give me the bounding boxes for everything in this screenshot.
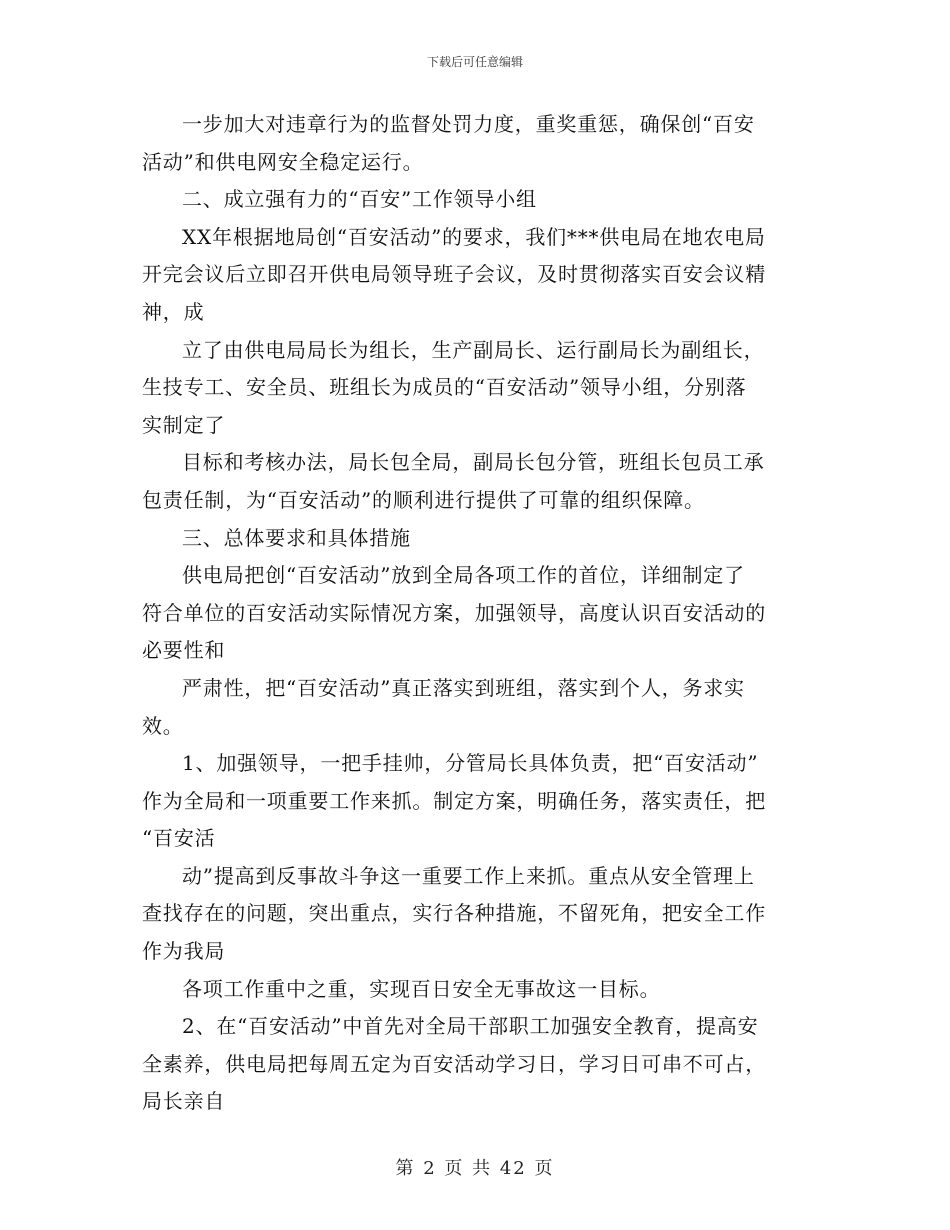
document-body <box>142 106 812 1121</box>
text-line: 严肃性，把“百安活动”真正落实到班组，落实到个人，务求实 <box>182 675 745 700</box>
text-line: 符合单位的百安活动实际情况方案，加强领导，高度认识百安活动的 <box>142 600 766 625</box>
text-line: 实制定了 <box>142 412 226 437</box>
text-line: 作为我局 <box>142 939 226 964</box>
text-line: 作为全局和一项重要工作来抓。制定方案，明确任务，落实责任，把 <box>142 788 766 813</box>
page-header-note: 下载后可任意编辑 <box>426 55 523 69</box>
text-line: 动”提高到反事故斗争这一重要工作上来抓。重点从安全管理上 <box>182 863 755 888</box>
text-line: 效。 <box>142 713 184 738</box>
text-line: 各项工作重中之重，实现百日安全无事故这一目标。 <box>182 976 661 1001</box>
text-line: 1、加强领导，一把手挂帅，分管局长具体负责，把“百安活动” <box>182 751 759 776</box>
text-line: XX年根据地局创“百安活动”的要求，我们***供电局在地农电局 <box>182 224 766 249</box>
section-heading: 三、总体要求和具体措施 <box>182 525 411 550</box>
text-line: 全素养，供电局把每周五定为百安活动学习日，学习日可串不可占， <box>142 1051 766 1076</box>
text-line: 2、在“百安活动”中首先对全局干部职工加强安全教育，提高安 <box>182 1014 759 1039</box>
page-number-footer: 第 2 页 共 42 页 <box>395 1158 555 1179</box>
text-line: 局长亲自 <box>142 1089 226 1114</box>
text-line: 必要性和 <box>142 638 226 663</box>
section-heading: 二、成立强有力的“百安”工作领导小组 <box>182 187 537 212</box>
text-line: 开完会议后立即召开供电局领导班子会议，及时贯彻落实百安会议精 <box>142 262 766 287</box>
text-line: 查找存在的问题，突出重点，实行各种措施，不留死角，把安全工作 <box>142 901 766 926</box>
text-line: 目标和考核办法，局长包全局，副局长包分管，班组长包员工承 <box>182 450 765 475</box>
text-line: 供电局把创“百安活动”放到全局各项工作的首位，详细制定了 <box>182 563 745 588</box>
text-line: 活动”和供电网安全稳定运行。 <box>142 149 424 174</box>
text-line: 神，成 <box>142 299 205 324</box>
text-line: 一步加大对违章行为的监督处罚力度，重奖重惩，确保创“百安 <box>182 112 755 136</box>
text-line: 包责任制，为“百安活动”的顺利进行提供了可靠的组织保障。 <box>142 487 705 512</box>
text-line: “百安活 <box>142 826 216 851</box>
text-line: 立了由供电局局长为组长，生产副局长、运行副局长为副组长， <box>182 337 765 362</box>
text-line: 生技专工、安全员、班组长为成员的“百安活动”领导小组，分别落 <box>142 375 747 400</box>
